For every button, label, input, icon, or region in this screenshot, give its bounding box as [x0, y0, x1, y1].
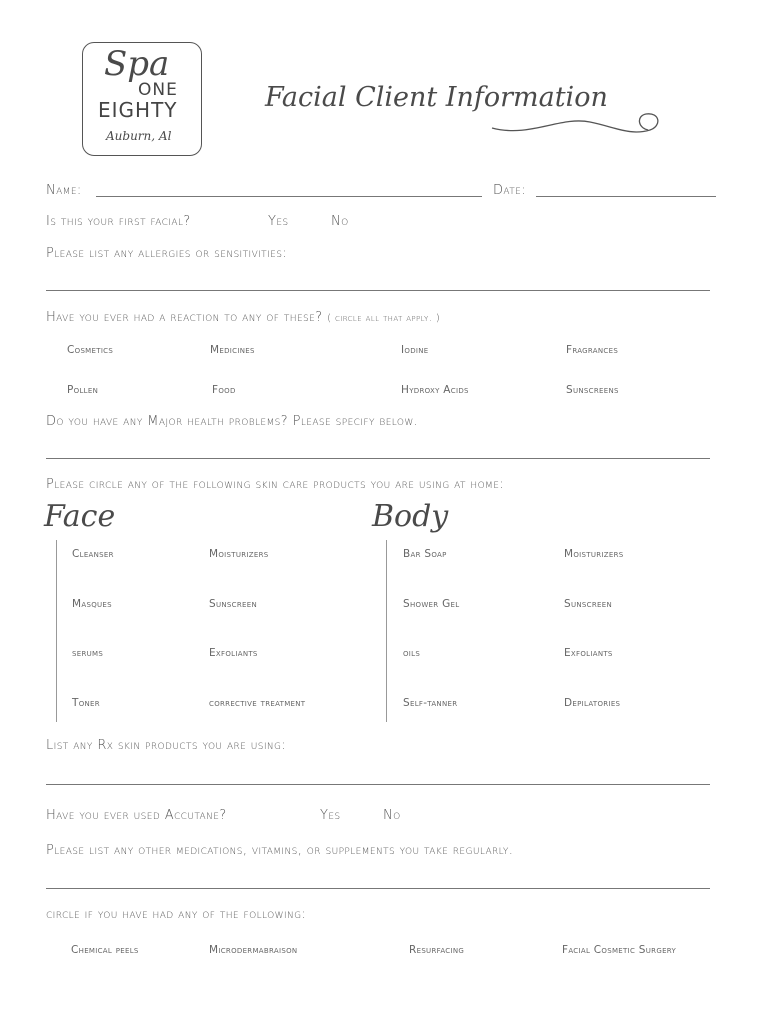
- products-label: Please circle any of the following skin care products you are using at home:: [46, 477, 505, 492]
- body-product[interactable]: Shower Gel: [403, 598, 460, 610]
- reaction-option[interactable]: Food: [212, 384, 236, 396]
- face-product[interactable]: Sunscreen: [209, 598, 258, 610]
- health-input-line[interactable]: [46, 458, 710, 459]
- face-product[interactable]: Moisturizers: [209, 548, 269, 560]
- accutane-yes[interactable]: Yes: [320, 808, 341, 823]
- body-product[interactable]: Bar Soap: [403, 548, 447, 560]
- medications-label: Please list any other medications, vitamins, or supplements you take regularly.: [46, 843, 514, 858]
- reaction-option[interactable]: Hydroxy Acids: [401, 384, 469, 396]
- body-product[interactable]: Depilatories: [564, 697, 621, 709]
- logo-spa-text: Spa: [104, 44, 170, 84]
- reaction-option[interactable]: Fragrances: [566, 344, 619, 356]
- face-product[interactable]: Masques: [72, 598, 112, 610]
- body-product[interactable]: Self-tanner: [403, 697, 458, 709]
- face-divider: [56, 540, 57, 722]
- reaction-option[interactable]: Pollen: [67, 384, 99, 396]
- logo-one-text: ONE: [138, 80, 178, 100]
- rx-input-line[interactable]: [46, 784, 710, 785]
- reactions-question-text: Have you ever had a reaction to any of these?: [46, 310, 323, 325]
- face-product[interactable]: Toner: [72, 697, 100, 709]
- name-label: Name:: [46, 183, 82, 198]
- rx-label: List any Rx skin products you are using:: [46, 738, 287, 753]
- procedure-option[interactable]: Chemical peels: [71, 944, 139, 956]
- logo-eighty-text: EIGHTY: [98, 98, 178, 122]
- reaction-option[interactable]: Medicines: [210, 344, 255, 356]
- title-flourish: [490, 108, 665, 140]
- allergies-label: Please list any allergies or sensitivities:: [46, 246, 288, 261]
- body-divider: [386, 540, 387, 722]
- face-product[interactable]: corrective treatment: [209, 697, 306, 709]
- allergies-input-line[interactable]: [46, 290, 710, 291]
- date-input-line[interactable]: [536, 196, 716, 197]
- accutane-question: Have you ever used Accutane?: [46, 808, 227, 823]
- reaction-option[interactable]: Sunscreens: [566, 384, 619, 396]
- name-input-line[interactable]: [96, 196, 482, 197]
- body-product[interactable]: Moisturizers: [564, 548, 624, 560]
- procedures-question: circle if you have had any of the following:: [46, 907, 307, 922]
- procedure-option[interactable]: Facial Cosmetic Surgery: [562, 944, 677, 956]
- face-product[interactable]: Exfoliants: [209, 647, 258, 659]
- body-product[interactable]: oils: [403, 647, 421, 659]
- first-facial-yes[interactable]: Yes: [268, 214, 289, 229]
- accutane-no[interactable]: No: [383, 808, 401, 823]
- face-product[interactable]: serums: [72, 647, 104, 659]
- procedure-option[interactable]: Microdermabraison: [209, 944, 298, 956]
- logo-location-text: Auburn, Al: [106, 129, 172, 143]
- face-heading: Face: [44, 499, 116, 534]
- health-label: Do you have any Major health problems? Please specify below.: [46, 414, 419, 429]
- body-product[interactable]: Sunscreen: [564, 598, 613, 610]
- form-title: Facial Client Information: [265, 82, 608, 113]
- date-label: Date:: [493, 183, 527, 198]
- procedure-option[interactable]: Resurfacing: [409, 944, 465, 956]
- body-product[interactable]: Exfoliants: [564, 647, 613, 659]
- reaction-option[interactable]: Cosmetics: [67, 344, 114, 356]
- reactions-note: ( circle all that apply. ): [327, 313, 441, 324]
- first-facial-question: Is this your first facial?: [46, 214, 191, 229]
- medications-input-line[interactable]: [46, 888, 710, 889]
- reactions-question: [46, 310, 440, 325]
- first-facial-no[interactable]: No: [331, 214, 349, 229]
- body-heading: Body: [372, 499, 449, 534]
- reaction-option[interactable]: Iodine: [401, 344, 429, 356]
- face-product[interactable]: Cleanser: [72, 548, 114, 560]
